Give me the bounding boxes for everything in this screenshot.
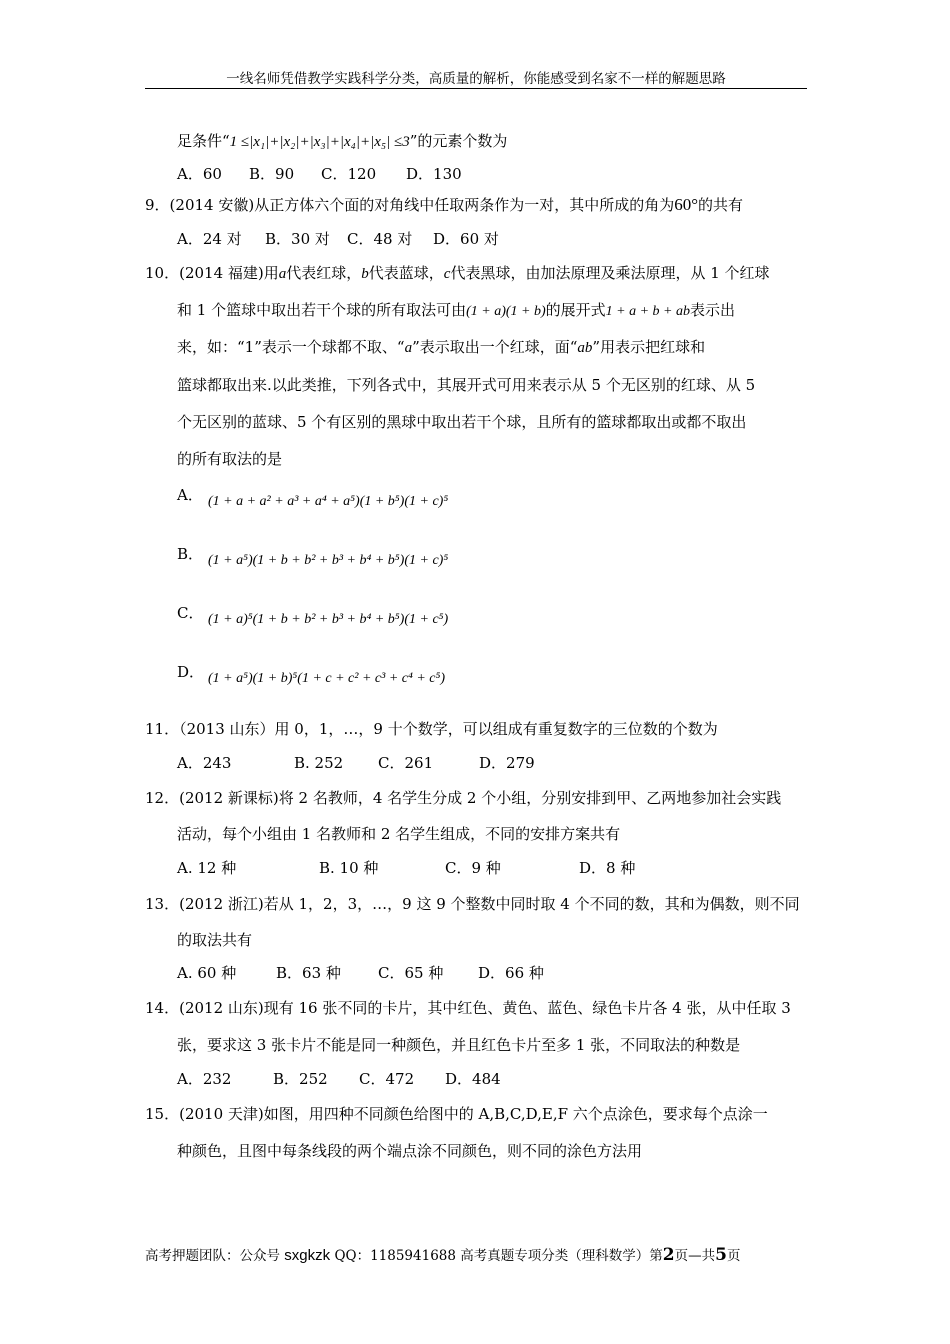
q13-option-c: C．65 种 (378, 964, 444, 982)
footer-page-current: 2 (662, 1245, 675, 1265)
q13-option-b: B．63 种 (276, 964, 341, 982)
q10-t3: 代表黑球，由加法原理及乘法原理，从 1 个红球 (450, 264, 770, 282)
q9-options (177, 228, 499, 250)
q10-line-2 (177, 299, 735, 323)
q14-option-a: A．232 (177, 1070, 232, 1088)
q13-option-d: D．66 种 (478, 964, 544, 982)
footer-page-total: 5 (715, 1245, 727, 1265)
q10-t2: 代表蓝球， (368, 264, 444, 282)
q14-option-b: B．252 (273, 1070, 328, 1088)
q10-var-a: a (278, 266, 287, 282)
q8-option-c: C．120 (321, 165, 377, 183)
q11-option-b: B. 252 (294, 754, 344, 772)
q9-angle: 60° (674, 195, 699, 214)
q11-option-d: D．279 (479, 754, 535, 772)
footer-qq: 1185941688 (370, 1248, 456, 1264)
q10-t8: ”表示取出一个红球，面“ (412, 338, 578, 356)
q9-option-b: B．30 对 (265, 230, 330, 248)
q9-option-c: C．48 对 (347, 230, 413, 248)
q10-option-d-label: D． (177, 663, 205, 681)
q10-option-c-formula: (1 + a)⁵(1 + b + b² + b³ + b⁴ + b⁵)(1 + c⁵) (208, 612, 449, 627)
q14-question-line-2: 张，要求这 3 张卡片不能是同一种颜色，并且红色卡片至多 1 张，不同取法的种数是 (177, 1036, 741, 1054)
q10-option-b-label: B． (177, 545, 204, 563)
q9-option-a: A．24 对 (177, 230, 242, 248)
q10-line-6: 的所有取法的是 (177, 450, 283, 468)
q8-options (177, 163, 462, 185)
q13-option-a: A. 60 种 (177, 964, 237, 982)
q8-option-d: D．130 (406, 165, 462, 183)
q14-option-d: D．484 (445, 1070, 501, 1088)
q10-option-b-formula: (1 + a⁵)(1 + b + b² + b³ + b⁴ + b⁵)(1 + c)⁵ (208, 553, 449, 568)
q9-text-b: 的共有 (698, 196, 744, 214)
q9-question (145, 194, 743, 216)
q10-line-5: 个无区别的蓝球、5 个有区别的黑球中取出若干个球，且所有的篮球都取出或都不取出 (177, 413, 747, 431)
q10-var-ab: ab (577, 340, 593, 356)
q10-t6: 表示出 (690, 301, 736, 319)
page-header: 一线名师凭借教学实践科学分类，高质量的解析，你能感受到名家不一样的解题思路 (145, 70, 807, 89)
footer-series: 高考真题专项分类（理科数学）第 (460, 1248, 663, 1264)
q10-option-d-formula: (1 + a⁵)(1 + b)⁵(1 + c + c² + c³ + c⁴ + c⁵) (208, 671, 446, 686)
q10-t5: 的展开式 (545, 301, 606, 319)
q10-line-1 (145, 262, 770, 285)
q8-condition: 1 ≤|x₁|+|x₂|+|x₃|+|x₄|+|x₅| ≤3 (229, 134, 410, 150)
q11-option-c: C．261 (378, 754, 434, 772)
q13-options (177, 962, 544, 984)
q14-question-line-1: 14．(2012 山东)现有 16 张不同的卡片，其中红色、黄色、蓝色、绿色卡片各 4 张，从中任取 3 (145, 999, 791, 1017)
q14-option-c: C．472 (359, 1070, 415, 1088)
footer-team: 高考押题团队：公众号 (145, 1248, 280, 1264)
q12-question-line-1: 12．(2012 新课标)将 2 名教师，4 名学生分成 2 个小组，分别安排到甲、乙两地参加社会实践 (145, 789, 782, 807)
q11-option-a: A．243 (177, 754, 232, 772)
q14-options (177, 1068, 501, 1090)
q10-option-c-label: C． (177, 604, 204, 622)
q12-options (177, 857, 635, 879)
q12-option-b: B. 10 种 (319, 859, 379, 877)
q10-expr-product: (1 + a)(1 + b) (466, 304, 546, 319)
q10-t4: 和 1 个篮球中取出若干个球的所有取法可由 (177, 301, 467, 319)
q10-option-a-label: A． (177, 486, 203, 504)
q10-t0: 10．(2014 福建)用 (145, 264, 279, 282)
footer-account: sxgkzk (284, 1247, 331, 1264)
q9-option-d: D．60 对 (433, 230, 499, 248)
page-footer (145, 1244, 807, 1267)
q10-t1: 代表红球， (286, 264, 362, 282)
q12-option-c: C．9 种 (445, 859, 501, 877)
q8-option-b: B．90 (249, 165, 295, 183)
q15-question-line-2: 种颜色，且图中每条线段的两个端点涂不同颜色，则不同的涂色方法用 (177, 1142, 643, 1160)
q8-condition-line (177, 130, 507, 153)
q15-question-line-1: 15．(2010 天津)如图，用四种不同颜色给图中的 A,B,C,D,E,F 六个点涂色，要求每个点涂一 (145, 1105, 768, 1123)
q11-options (177, 752, 535, 774)
q13-question-line-2: 的取法共有 (177, 931, 253, 949)
q9-text-a: 9．(2014 安徽)从正方体六个面的对角线中任取两条作为一对，其中所成的角为 (145, 196, 675, 214)
q10-line-3 (177, 336, 705, 359)
q12-question-line-2: 活动，每个小组由 1 名教师和 2 名学生组成，不同的安排方案共有 (177, 825, 621, 843)
q10-t7: 来，如：“1”表示一个球都不取、“ (177, 338, 405, 356)
q10-var-b: b (361, 266, 369, 282)
footer-qq-label: QQ： (334, 1248, 371, 1264)
q11-question: 11．（2013 山东）用 0，1，…，9 十个数学，可以组成有重复数字的三位数的个数为 (145, 720, 718, 738)
q8-option-a: A．60 (177, 165, 222, 183)
q10-expr-expansion: 1 + a + b + ab (605, 304, 690, 319)
q10-line-4: 篮球都取出来.以此类推，下列各式中，其展开式可用来表示从 5 个无区别的红球、从 5 (177, 376, 756, 394)
q12-option-d: D．8 种 (579, 859, 636, 877)
footer-page-mid: 页—共 (674, 1248, 716, 1264)
q13-question-line-1: 13．(2012 浙江)若从 1，2，3，…，9 这 9 个整数中同时取 4 个不同的数，其和为偶数，则不同 (145, 895, 800, 913)
q10-var-c: c (443, 266, 451, 282)
q10-t9: ”用表示把红球和 (592, 338, 706, 356)
footer-page-end: 页 (726, 1248, 741, 1264)
q12-option-a: A. 12 种 (177, 859, 237, 877)
q10-option-a-formula: (1 + a + a² + a³ + a⁴ + a⁵)(1 + b⁵)(1 + c)⁵ (208, 494, 449, 509)
q8-prefix: 足条件“ (177, 132, 230, 150)
q8-suffix: ”的元素个数为 (409, 132, 508, 150)
q10-var-a-2: a (404, 340, 413, 356)
